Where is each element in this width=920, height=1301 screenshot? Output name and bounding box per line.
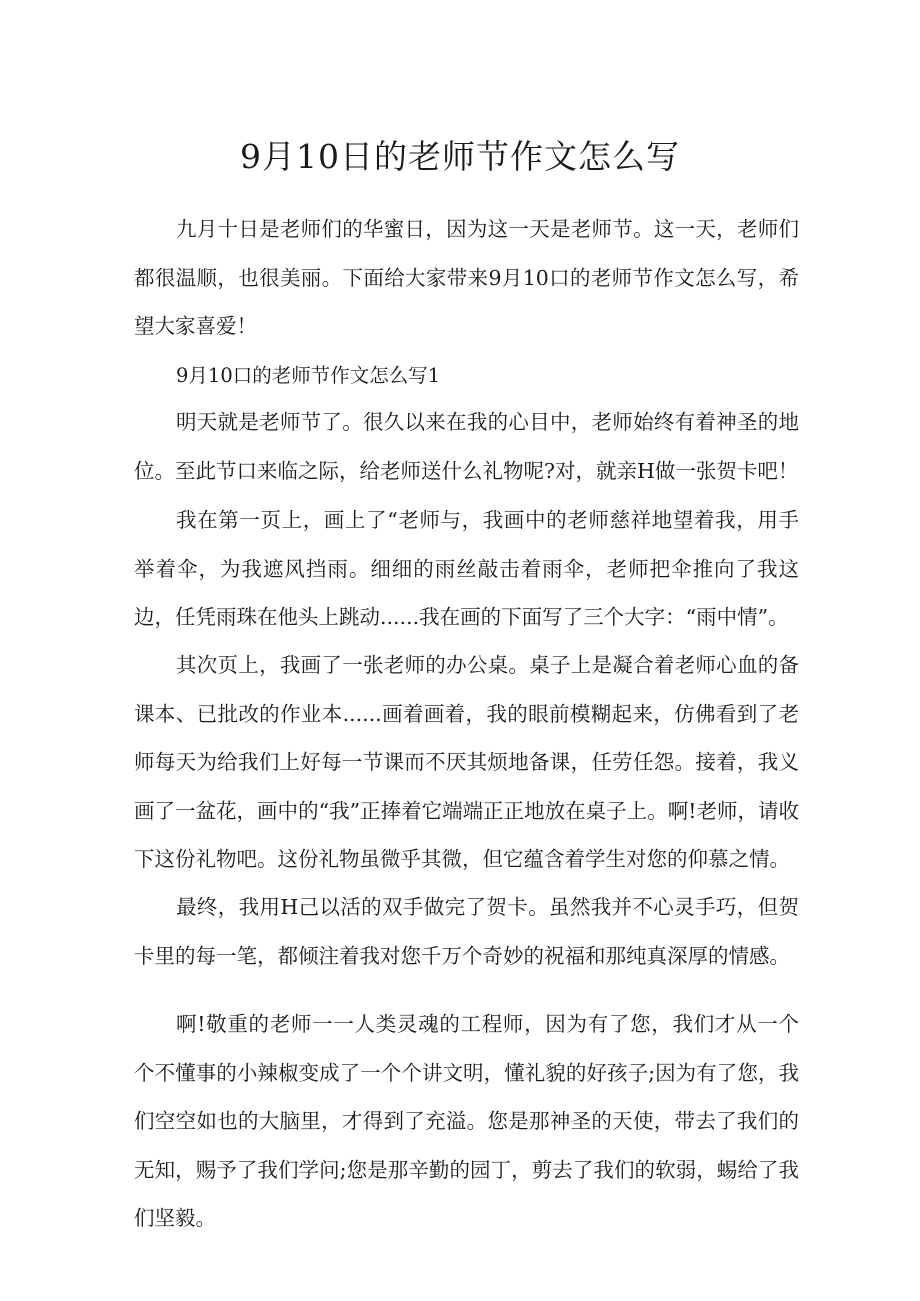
body-paragraph-4: 最终，我用H己以活的双手做完了贺卡。虽然我并不心灵手巧，但贺卡里的每一笔，都倾注着我对您千万个奇妙的祝福和那纯真深厚的情感。 (134, 895, 799, 968)
body-paragraph-2: 我在第一页上，画上了“老师与，我画中的老师慈祥地望着我，用手举着伞，为我遮风挡雨。细细的雨丝敲击着雨伞，老师把伞推向了我这边，任凭雨珠在他头上跳动......我在画的下面写了三个大字：“雨中情”。 (134, 508, 799, 629)
section-heading: 9月10口的老师节作文怎么写1 (176, 364, 441, 387)
body-paragraph-3: 其次页上，我画了一张老师的办公桌。桌子上是凝合着老师心血的备课本、已批改的作业本......画着画着，我的眼前模糊起来，仿佛看到了老师每天为给我们上好每一节课而不厌其烦地备课，任劳任怨。接着，我义画了一盆花，画中的“我”正捧着它端端正正地放在桌子上。啊!老师，请收下这份礼物吧。这份礼物虽微乎其微，但它蕴含着学生对您的仰慕之情。 (134, 653, 799, 871)
intro-paragraph: 九月十日是老师们的华蜜日，因为这一天是老师节。这一天，老师们都很温顺，也很美丽。下面给大家带来9月10口的老师节作文怎么写，希望大家喜爱！ (134, 217, 799, 338)
body-paragraph-5: 啊!敬重的老师一一人类灵魂的工程师，因为有了您，我们才从一个个不懂事的小辣椒变成了一个个讲文明，懂礼貌的好孩子;因为有了您，我们空空如也的大脑里，才得到了充溢。您是那神圣的天使，带去了我们的无知，赐予了我们学问;您是那辛勤的园丁，剪去了我们的软弱，蜴给了我们坚毅。 (134, 1012, 799, 1230)
document-title: 9月10日的老师节作文怎么写 (240, 137, 680, 176)
body-paragraph-1: 明天就是老师节了。很久以来在我的心目中，老师始终有着神圣的地位。至此节口来临之际，给老师送什么礼物呢?对，就亲H做一张贺卡吧！ (134, 410, 799, 483)
